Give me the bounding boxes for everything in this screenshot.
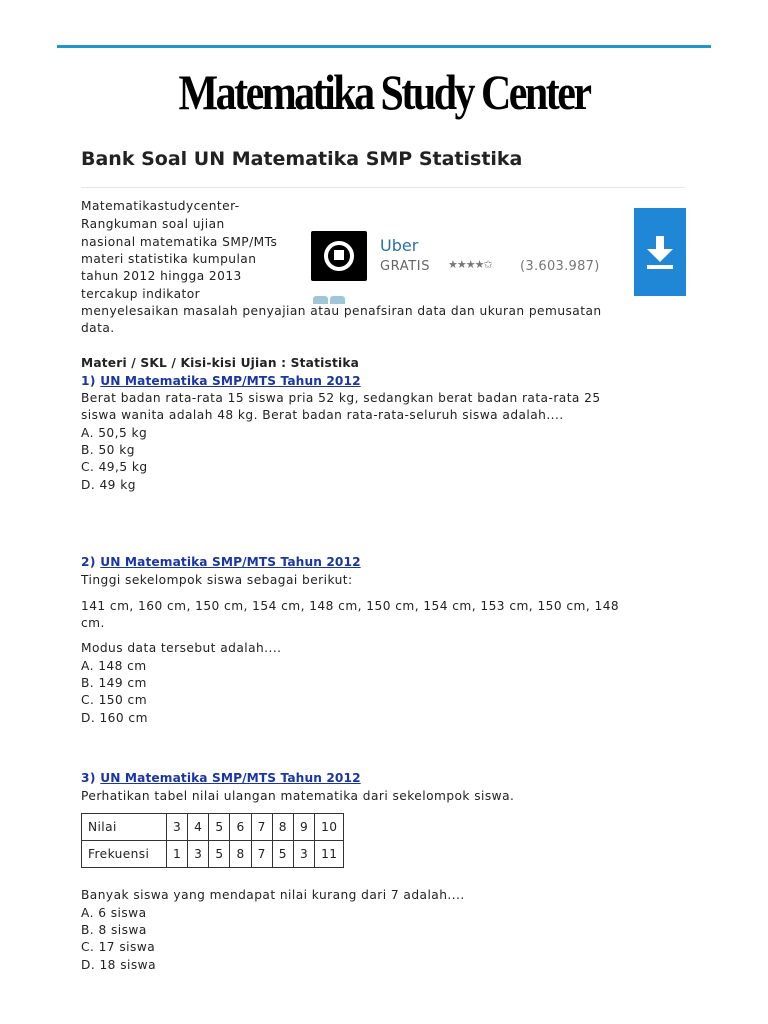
ad-choices-icon[interactable] xyxy=(313,289,347,297)
intro-line: tahun 2012 hingga 2013 xyxy=(81,269,242,283)
question-text: Berat badan rata-rata 15 siswa pria 52 kg, sedangkan berat badan rata-rata 25 xyxy=(81,391,601,405)
question-number: 2) xyxy=(81,555,96,569)
question-prompt: Banyak siswa yang mendapat nilai kurang dari 7 adalah.... xyxy=(81,888,465,902)
materi-heading: Materi / SKL / Kisi-kisi Ujian : Statistika xyxy=(81,356,360,370)
top-accent-line xyxy=(57,45,711,48)
intro-line: tercakup indikator xyxy=(81,287,201,301)
download-arrow-icon xyxy=(634,208,686,296)
question-data: 141 cm, 160 cm, 150 cm, 154 cm, 148 cm, 150 cm, 154 cm, 153 cm, 150 cm, 148 xyxy=(81,599,620,613)
answer-option: D. 160 cm xyxy=(81,711,148,725)
table-cell: 5 xyxy=(209,841,230,868)
answer-option: C. 150 cm xyxy=(81,693,148,707)
table-cell: 11 xyxy=(315,841,344,868)
question-2-heading xyxy=(81,555,361,569)
table-cell: 6 xyxy=(230,814,251,841)
answer-option: B. 50 kg xyxy=(81,443,135,457)
answer-option: A. 148 cm xyxy=(81,659,147,673)
question-3-heading xyxy=(81,771,361,785)
title-divider xyxy=(81,187,685,188)
table-row xyxy=(82,841,344,868)
intro-line: Matematikastudycenter- xyxy=(81,199,240,213)
table-cell: 10 xyxy=(315,814,344,841)
question-prompt: Modus data tersebut adalah.... xyxy=(81,641,282,655)
page-title: Bank Soal UN Matematika SMP Statistika xyxy=(81,148,523,170)
uber-logo-icon[interactable] xyxy=(311,231,367,281)
table-cell: 3 xyxy=(293,841,314,868)
table-header-cell: Nilai xyxy=(82,814,167,841)
question-1-heading xyxy=(81,374,361,388)
table-cell: 3 xyxy=(167,814,188,841)
ad-app-name[interactable]: Uber xyxy=(380,236,419,255)
table-row xyxy=(82,814,344,841)
table-cell: 9 xyxy=(293,814,314,841)
ad-rating-count: (3.603.987) xyxy=(520,259,600,274)
ad-rating-stars-icon: ★★★★✩ xyxy=(448,258,492,271)
intro-line: nasional matematika SMP/MTs xyxy=(81,235,278,249)
answer-option: B. 149 cm xyxy=(81,676,147,690)
answer-option: C. 17 siswa xyxy=(81,940,156,954)
table-cell: 8 xyxy=(230,841,251,868)
ad-download-button[interactable] xyxy=(634,208,686,296)
table-header-cell: Frekuensi xyxy=(82,841,167,868)
intro-line: menyelesaikan masalah penyajian atau penafsiran data dan ukuran pemusatan xyxy=(81,304,602,318)
answer-option: D. 49 kg xyxy=(81,478,136,492)
question-number: 3) xyxy=(81,771,96,785)
question-source-link[interactable]: UN Matematika SMP/MTS Tahun 2012 xyxy=(100,374,361,388)
answer-option: A. 6 siswa xyxy=(81,906,147,920)
table-cell: 5 xyxy=(209,814,230,841)
question-text: siswa wanita adalah 48 kg. Berat badan rata-rata-seluruh siswa adalah.... xyxy=(81,408,564,422)
table-cell: 1 xyxy=(167,841,188,868)
table-cell: 3 xyxy=(188,841,209,868)
question-source-link[interactable]: UN Matematika SMP/MTS Tahun 2012 xyxy=(100,555,361,569)
intro-line: Rangkuman soal ujian xyxy=(81,217,225,231)
table-cell: 4 xyxy=(188,814,209,841)
score-frequency-table xyxy=(81,813,344,868)
intro-line: materi statistika kumpulan xyxy=(81,252,257,266)
question-number: 1) xyxy=(81,374,96,388)
table-cell: 5 xyxy=(272,841,293,868)
table-cell: 7 xyxy=(251,814,272,841)
question-text: Tinggi sekelompok siswa sebagai berikut: xyxy=(81,573,353,587)
table-cell: 8 xyxy=(272,814,293,841)
answer-option: C. 49,5 kg xyxy=(81,460,148,474)
question-text: Perhatikan tabel nilai ulangan matematika dari sekelompok siswa. xyxy=(81,789,515,803)
table-cell: 7 xyxy=(251,841,272,868)
answer-option: B. 8 siswa xyxy=(81,923,147,937)
answer-option: A. 50,5 kg xyxy=(81,426,148,440)
question-data: cm. xyxy=(81,616,105,630)
intro-line: data. xyxy=(81,321,115,335)
ad-price: GRATIS xyxy=(380,259,431,274)
site-logo[interactable]: Matematika Study Center xyxy=(178,64,590,120)
question-source-link[interactable]: UN Matematika SMP/MTS Tahun 2012 xyxy=(100,771,361,785)
answer-option: D. 18 siswa xyxy=(81,958,156,972)
